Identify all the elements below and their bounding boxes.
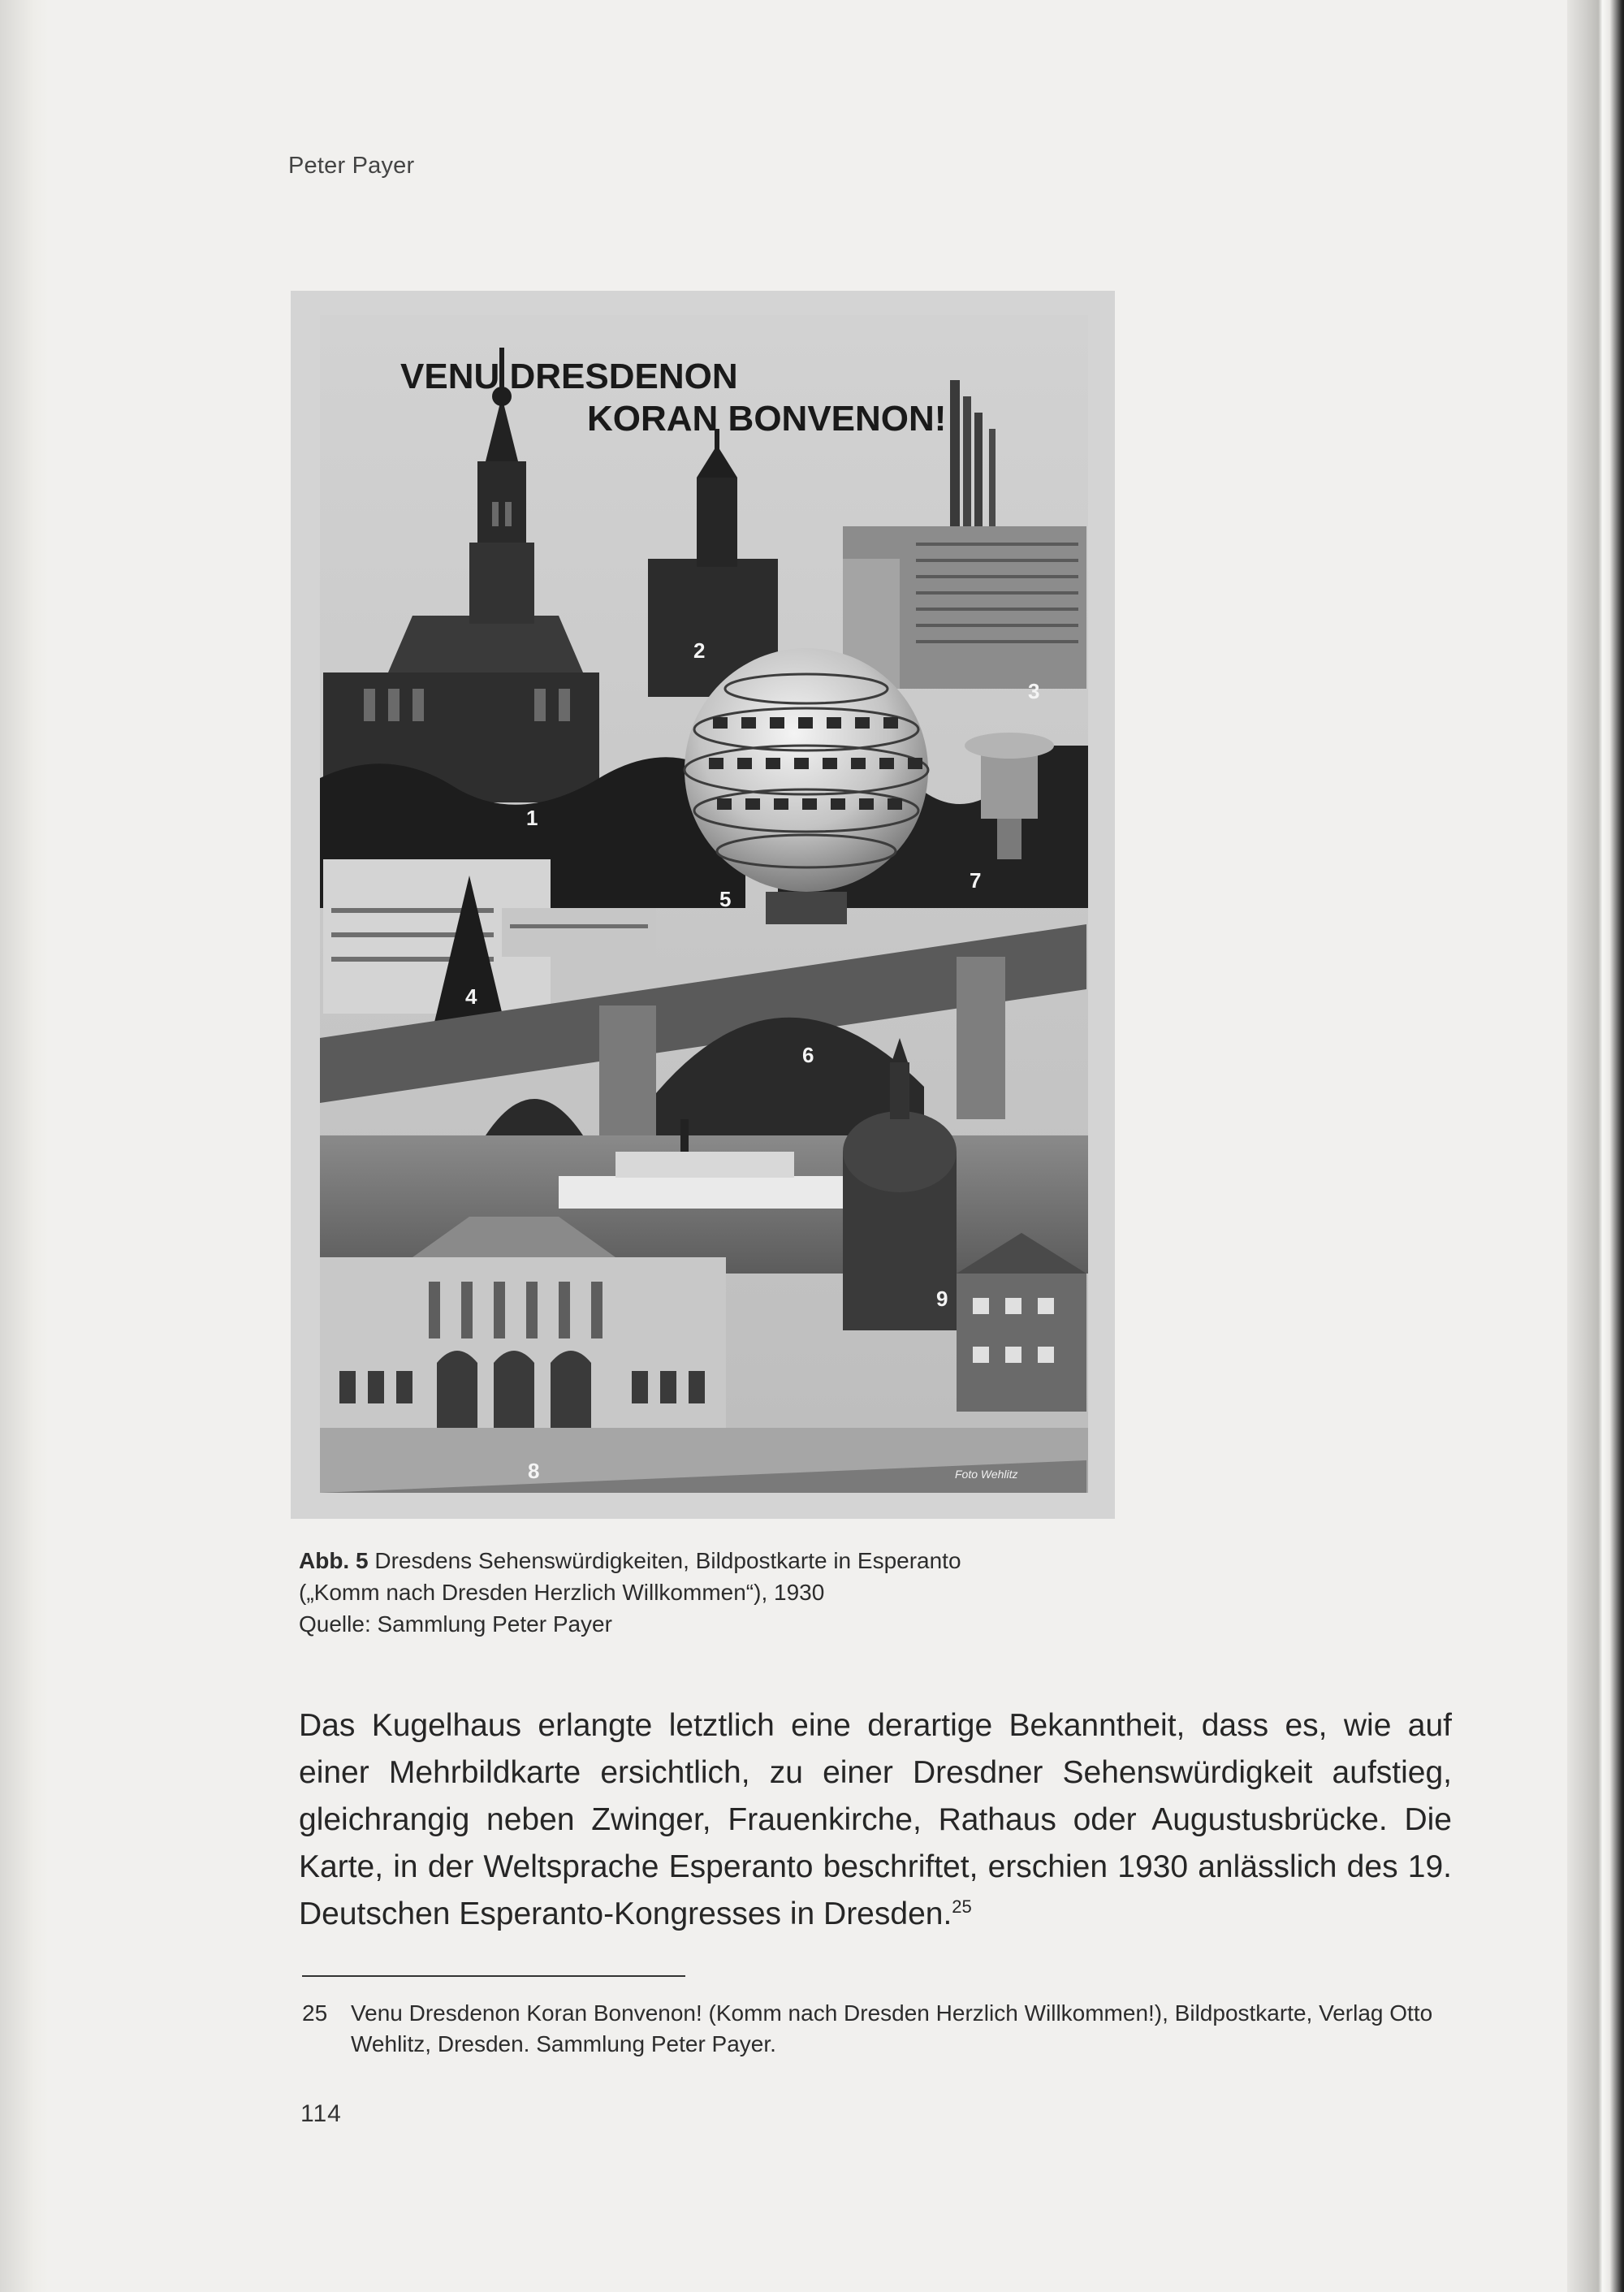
- caption-line1-text: Dresdens Sehenswürdigkeiten, Bildpostkarte in Esperanto: [374, 1548, 961, 1573]
- marker-4: 4: [465, 984, 477, 1009]
- footnote-text: Venu Dresdenon Koran Bonvenon! (Komm nach Dresden Herzlich Willkommen!), Bildpostkarte, Verlag Otto Wehlitz, Dresden. Sammlung Peter Payer.: [351, 2000, 1433, 2056]
- marker-8: 8: [528, 1459, 540, 1483]
- marker-5: 5: [719, 887, 732, 911]
- body-paragraph: [299, 1702, 1452, 1938]
- marker-1: 1: [526, 806, 538, 830]
- caption-label: Abb. 5: [299, 1548, 369, 1573]
- binding-shadow: [0, 0, 49, 2292]
- postcard-title-line2: KORAN BONVENON!: [587, 399, 947, 439]
- caption-line2: („Komm nach Dresden Herzlich Willkommen“), 1930: [299, 1580, 825, 1605]
- marker-7: 7: [970, 868, 982, 893]
- running-head: Peter Payer: [288, 153, 415, 179]
- footnote-reference: 25: [952, 1896, 972, 1917]
- body-paragraph-text: Das Kugelhaus erlangte letztlich eine derartige Bekanntheit, dass es, wie auf einer Mehrbildkarte ersichtlich, zu einer Dresdner Sehenswürdigkeit aufstieg, gleichrangig neben Zwinger, Frauenkirche, Rathaus oder Augustusbrücke. Die Karte, in der Weltsprache Esperanto beschriftet, erschien 1930 anlässlich des 19. Deutschen Esperanto-Kongresses in Dresden.: [299, 1708, 1452, 1931]
- postcard-image: [291, 291, 1115, 1519]
- marker-6: 6: [802, 1043, 814, 1067]
- marker-2: 2: [693, 638, 706, 663]
- photo-credit: Foto Wehlitz: [955, 1468, 1018, 1481]
- marker-3: 3: [1028, 679, 1040, 703]
- figure-caption: [299, 1545, 961, 1640]
- caption-line1: [299, 1545, 961, 1576]
- footnote-divider: [302, 1975, 685, 1977]
- page-number: 114: [300, 2100, 342, 2127]
- page-edge: [1567, 0, 1624, 2292]
- marker-9: 9: [936, 1287, 948, 1311]
- footnote-number: 25: [302, 2000, 328, 2026]
- postcard-figure: [291, 291, 1115, 1519]
- caption-source: Quelle: Sammlung Peter Payer: [299, 1611, 612, 1637]
- postcard-title-line1: VENU DRESDENON: [400, 357, 738, 396]
